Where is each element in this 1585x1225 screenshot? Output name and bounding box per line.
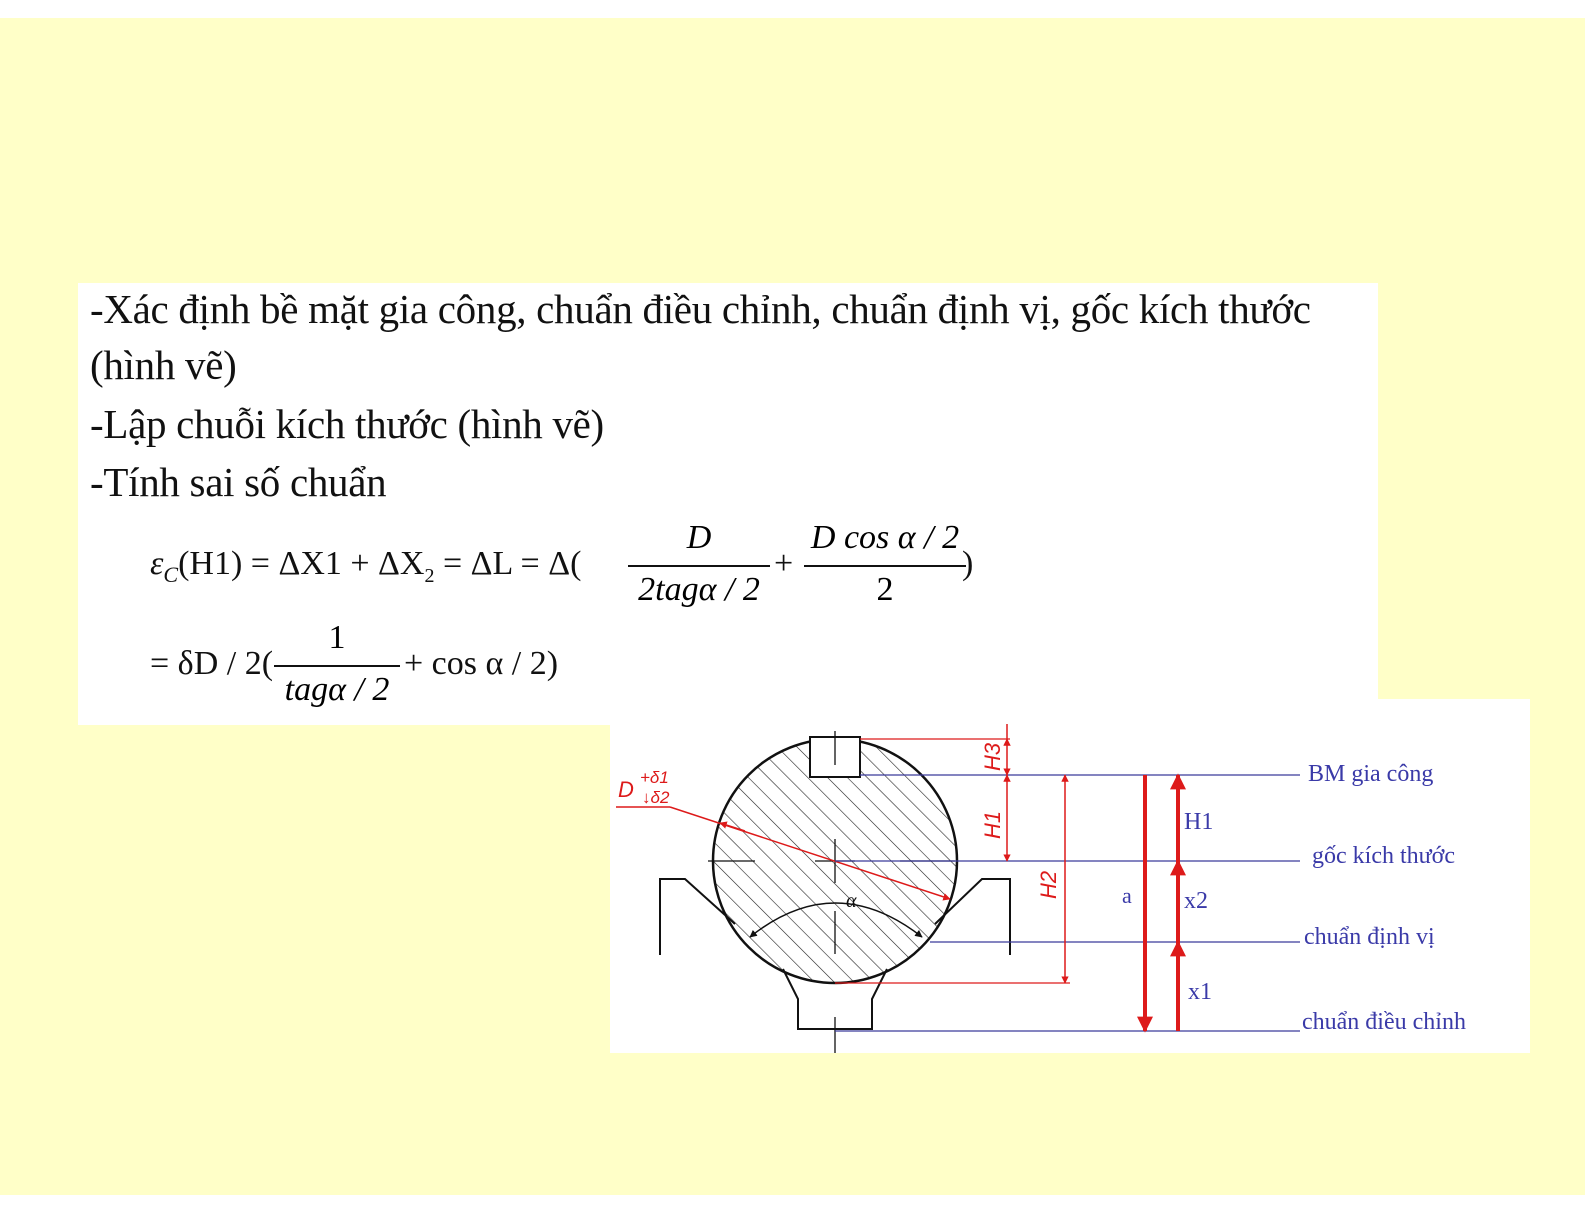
fraction-1-bar xyxy=(628,565,770,567)
alpha-label: α xyxy=(846,890,857,912)
fraction-3-numerator: 1 xyxy=(328,619,346,656)
fraction-2-bar xyxy=(804,565,966,567)
tolerance-lower: ↓δ2 xyxy=(642,788,670,807)
bullet-line-4: -Tính sai số chuẩn xyxy=(90,459,387,505)
diameter-label: D xyxy=(618,777,634,802)
equation-2-left: = δD / 2( xyxy=(150,645,274,682)
bottom-margin xyxy=(0,1195,1585,1225)
closing-paren: ) xyxy=(962,545,974,582)
fraction-2 xyxy=(804,519,966,615)
h2-dim-label: H2 xyxy=(1036,870,1061,899)
epsilon-subscript: C xyxy=(163,561,179,587)
equation-1-middle: (H1) = ΔX1 + ΔX xyxy=(178,545,425,582)
h3-label: H3 xyxy=(980,742,1005,771)
equation-2-right: + cos α / 2) xyxy=(404,645,559,682)
delta-x-subscript: 2 xyxy=(424,564,435,587)
fraction-3 xyxy=(274,619,400,715)
h1-chain-label: H1 xyxy=(1184,809,1214,835)
text-panel xyxy=(78,283,1378,725)
h1-dim-label: H1 xyxy=(980,810,1005,839)
tolerance-upper: +δ1 xyxy=(640,768,669,787)
fraction-1 xyxy=(628,519,770,615)
bullet-line-3: -Lập chuỗi kích thước (hình vẽ) xyxy=(90,401,604,447)
fraction-3-denominator: tagα / 2 xyxy=(284,671,390,708)
label-bm-gia-cong: BM gia công xyxy=(1308,761,1434,787)
figure-panel xyxy=(610,699,1530,1053)
bullet-line-1: -Xác định bề mặt gia công, chuẩn điều chỉnh, chuẩn định vị, gốc kích thước xyxy=(90,286,1311,332)
fraction-3-bar xyxy=(274,665,400,667)
label-chuan-dieu-chinh: chuẩn điều chỉnh xyxy=(1302,1009,1466,1035)
bullet-line-2: (hình vẽ) xyxy=(90,342,237,388)
fraction-1-denominator: 2tagα / 2 xyxy=(638,571,760,608)
x2-label: x2 xyxy=(1184,888,1208,914)
dimension-a-label: a xyxy=(1122,883,1132,908)
plus-sign: + xyxy=(774,545,794,582)
fraction-1-numerator: D xyxy=(686,519,712,556)
label-chuan-dinh-vi: chuẩn định vị xyxy=(1304,924,1435,950)
top-margin xyxy=(0,0,1585,18)
dimension-chain-drawing xyxy=(610,699,1530,1053)
h-dimensions xyxy=(1007,724,1065,983)
x1-label: x1 xyxy=(1188,979,1212,1005)
equation-1-middle-2: = ΔL = Δ( xyxy=(434,545,582,582)
label-goc-kich-thuoc: gốc kích thước xyxy=(1312,843,1455,869)
epsilon-symbol: ε xyxy=(150,545,164,582)
fraction-2-denominator: 2 xyxy=(876,571,894,608)
fraction-2-numerator: D cos α / 2 xyxy=(810,519,960,556)
equation-1 xyxy=(150,545,581,588)
